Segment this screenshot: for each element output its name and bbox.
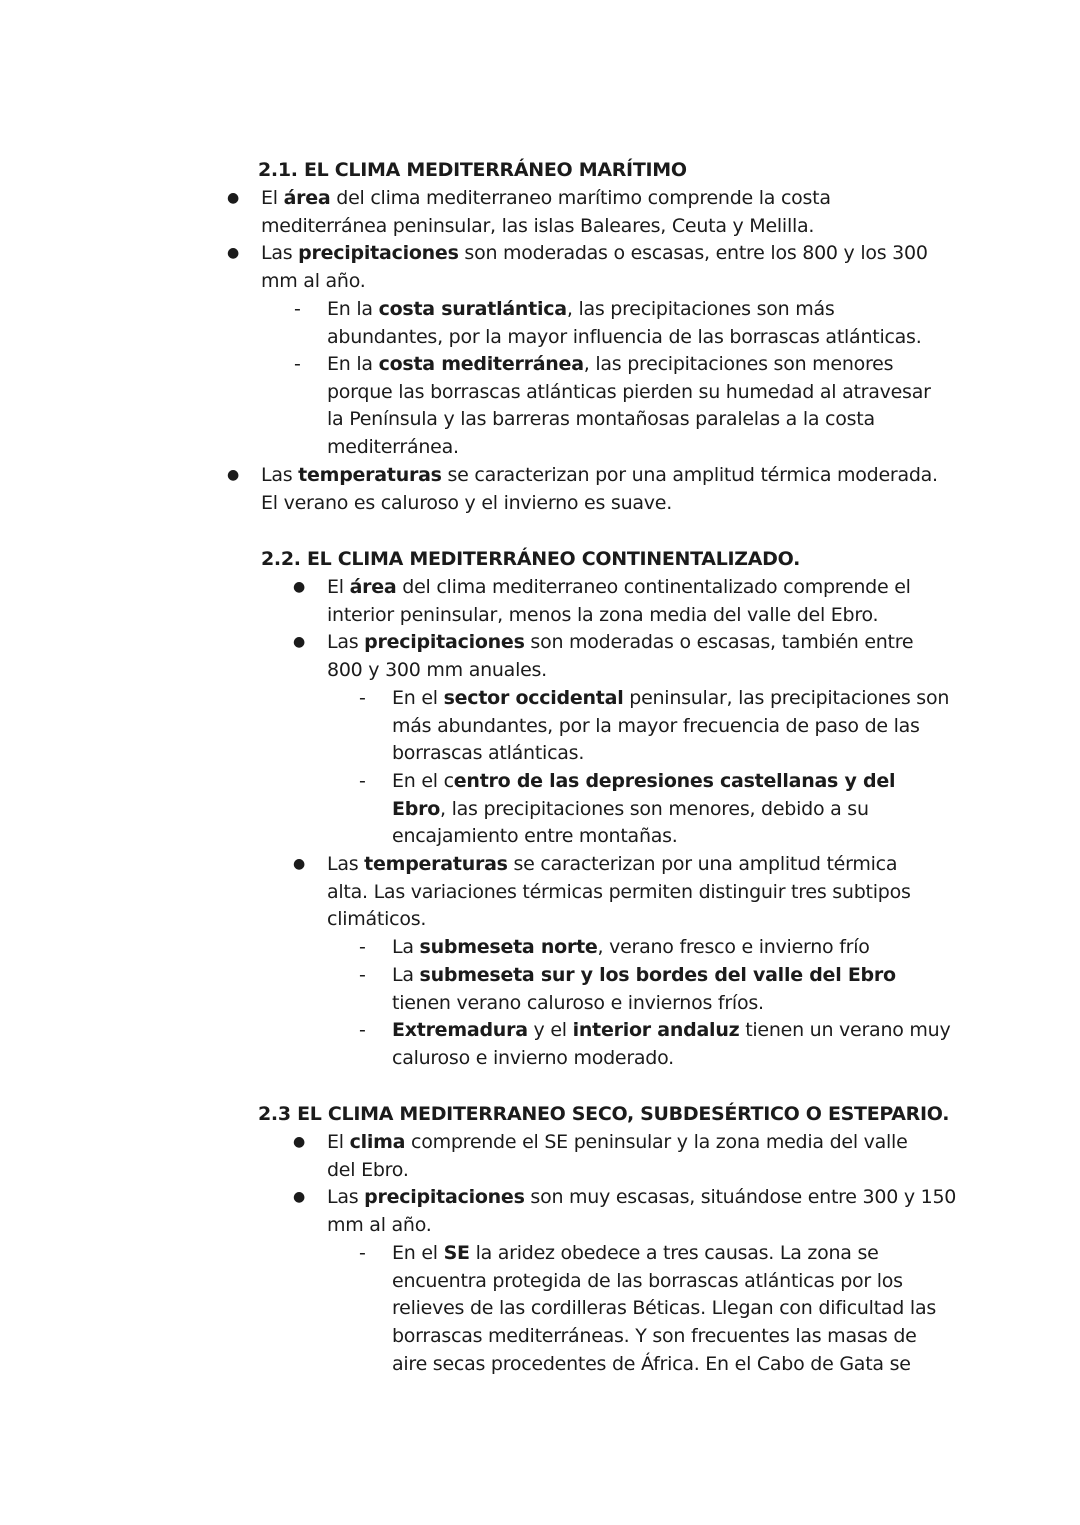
sub-list-item: En el centro de las depresiones castellanas y del Ebro, las precipitaciones son menores, debido a su encajamiento entre montañas. xyxy=(392,770,896,848)
list-item: Las precipitaciones son muy escasas, situándose entre 300 y 150 mm al año. xyxy=(327,1186,957,1236)
dash-marker: - xyxy=(359,1019,366,1041)
sub-list-item: La submeseta sur y los bordes del valle del Ebro tienen verano caluroso e inviernos fríos. xyxy=(392,964,896,1014)
bullet-marker: ● xyxy=(293,579,306,595)
bullet-marker: ● xyxy=(227,190,240,206)
bullet-marker: ● xyxy=(293,634,306,650)
sub-list-item: En la costa suratlántica, las precipitaciones son más abundantes, por la mayor influencia de las borrascas atlánticas. xyxy=(327,298,922,348)
sub-list-item: Extremadura y el interior andaluz tienen un verano muy caluroso e invierno moderado. xyxy=(392,1019,951,1069)
bullet-marker: ● xyxy=(293,1189,306,1205)
list-item: El área del clima mediterraneo marítimo comprende la costa mediterránea peninsular, las islas Baleares, Ceuta y Melilla. xyxy=(261,187,831,237)
section-heading-2-1: 2.1. EL CLIMA MEDITERRÁNEO MARÍTIMO xyxy=(258,159,687,181)
sub-list-item: La submeseta norte, verano fresco e invierno frío xyxy=(392,936,870,958)
list-item: Las temperaturas se caracterizan por una amplitud térmica moderada. El verano es caluroso y el invierno es suave. xyxy=(261,464,938,514)
list-item: Las temperaturas se caracterizan por una amplitud térmica alta. Las variaciones térmicas permiten distinguir tres subtipos climáticos. xyxy=(327,853,911,931)
bullet-marker: ● xyxy=(293,856,306,872)
dash-marker: - xyxy=(359,687,366,709)
section-heading-2-3: 2.3 EL CLIMA MEDITERRANEO SECO, SUBDESÉRTICO O ESTEPARIO. xyxy=(258,1103,950,1125)
section-heading-2-2: 2.2. EL CLIMA MEDITERRÁNEO CONTINENTALIZADO. xyxy=(261,548,800,570)
dash-marker: - xyxy=(294,353,301,375)
dash-marker: - xyxy=(359,770,366,792)
bullet-marker: ● xyxy=(293,1134,306,1150)
sub-list-item: En el SE la aridez obedece a tres causas. La zona se encuentra protegida de las borrascas atlánticas por los relieves de las cordilleras Béticas. Llegan con dificultad las borrascas mediterráneas. Y son frecuentes las masas de aire secas procedentes de África. En el Cabo de Gata se xyxy=(392,1242,936,1375)
list-item: Las precipitaciones son moderadas o escasas, entre los 800 y los 300 mm al año. xyxy=(261,242,928,292)
bullet-marker: ● xyxy=(227,467,240,483)
list-item: El clima comprende el SE peninsular y la zona media del valle del Ebro. xyxy=(327,1131,908,1181)
sub-list-item: En el sector occidental peninsular, las precipitaciones son más abundantes, por la mayor frecuencia de paso de las borrascas atlánticas. xyxy=(392,687,950,765)
dash-marker: - xyxy=(359,1242,366,1264)
list-item: El área del clima mediterraneo continentalizado comprende el interior peninsular, menos la zona media del valle del Ebro. xyxy=(327,576,911,626)
dash-marker: - xyxy=(294,298,301,320)
list-item: Las precipitaciones son moderadas o escasas, también entre 800 y 300 mm anuales. xyxy=(327,631,914,681)
sub-list-item: En la costa mediterránea, las precipitaciones son menores porque las borrascas atlánticas pierden su humedad al atravesar la Península y las barreras montañosas paralelas a la costa mediterránea. xyxy=(327,353,931,459)
dash-marker: - xyxy=(359,936,366,958)
bullet-marker: ● xyxy=(227,245,240,261)
dash-marker: - xyxy=(359,964,366,986)
